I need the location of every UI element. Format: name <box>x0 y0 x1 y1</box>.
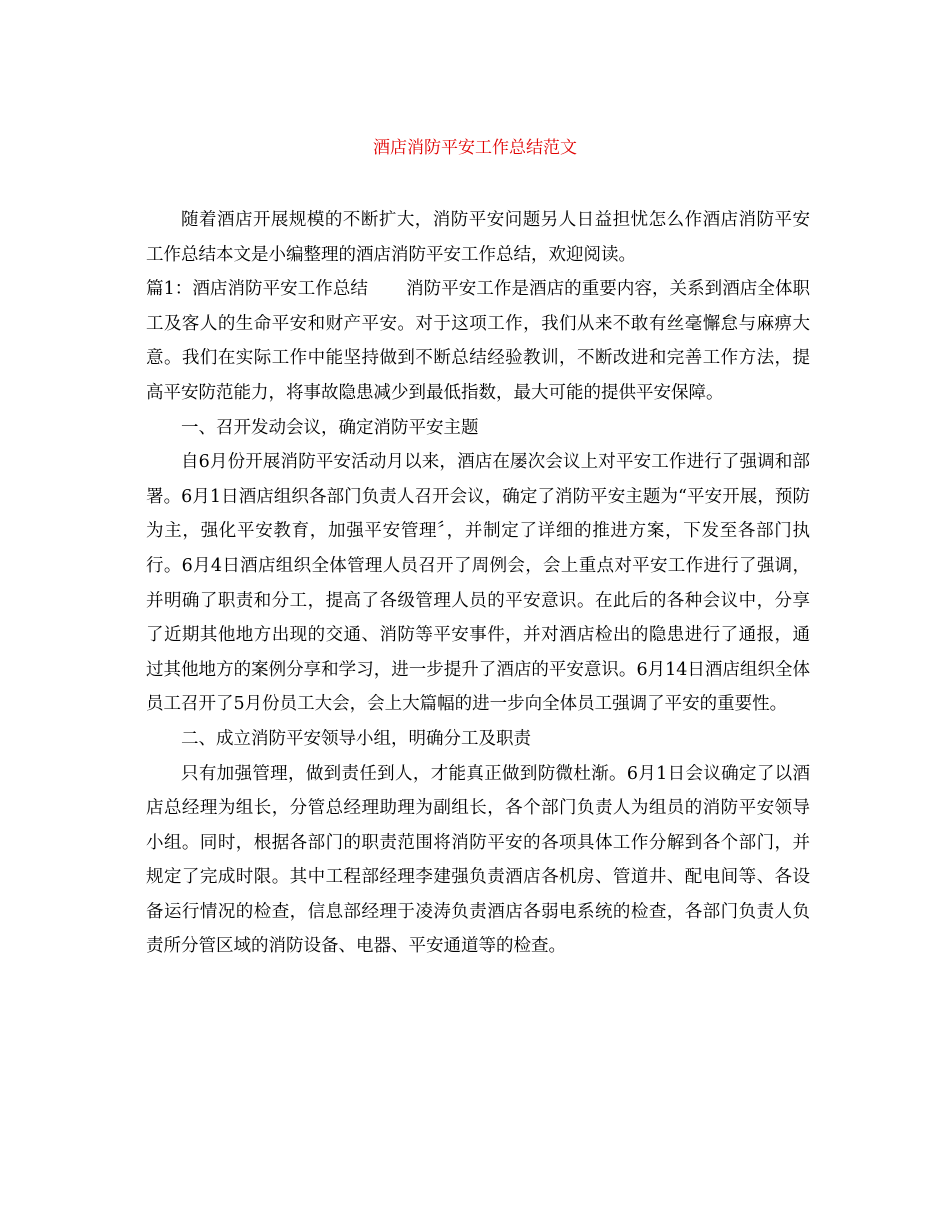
intro-paragraph: 随着酒店开展规模的不断扩大，消防平安问题另人日益担忧怎么作酒店消防平安工作总结本文是小编整理的酒店消防平安工作总结，欢迎阅读。 <box>146 210 810 265</box>
document-title: 酒店消防平安工作总结范文 <box>373 138 577 158</box>
document-body <box>146 203 810 964</box>
part1-text: 消防平安工作是酒店的重要内容，关系到酒店全体职工及客人的生命平安和财产平安。对于这项工作，我们从来不敢有丝毫懈怠与麻痹大意。我们在实际工作中能坚持做到不断总结经验教训，不断改进和完善工作方法，提高平安防范能力，将事故隐患减少到最低指数，最大可能的提供平安保障。 <box>146 279 811 403</box>
part1-label: 篇1：酒店消防平安工作总结 <box>146 279 368 300</box>
section-heading-2: 二、成立消防平安领导小组，明确分工及职责 <box>181 728 531 749</box>
section-paragraph-1: 自6月份开展消防平安活动月以来，酒店在屡次会议上对平安工作进行了强调和部署。6月1日酒店组织各部门负责人召开会议，确定了消防平安主题为“平安开展，预防为主，强化平安教育，加强平安管理〞，并制定了详细的推进方案，下发至各部门执行。6月4日酒店组织全体管理人员召开了周例会，会上重点对平安工作进行了强调，并明确了职责和分工，提高了各级管理人员的平安意识。在此后的各种会议中，分享了近期其他地方出现的交通、消防等平安事件，并对酒店检出的隐患进行了通报，通过其他地方的案例分享和学习，进一步提升了酒店的平安意识。6月14日酒店组织全体员工召开了5月份员工大会，会上大篇幅的进一步向全体员工强调了平安的重要性。 <box>146 452 810 715</box>
part1-paragraph <box>146 272 810 410</box>
section-heading-1: 一、召开发动会议，确定消防平安主题 <box>181 417 479 438</box>
section-paragraph-2: 只有加强管理，做到责任到人，才能真正做到防微杜渐。6月1日会议确定了以酒店总经理为组长，分管总经理助理为副组长，各个部门负责人为组员的消防平安领导小组。同时，根据各部门的职责范围将消防平安的各项具体工作分解到各个部门，并规定了完成时限。其中工程部经理李建强负责酒店各机房、管道井、配电间等、各设备运行情况的检查，信息部经理于凌涛负责酒店各弱电系统的检查，各部门负责人负责所分管区域的消防设备、电器、平安通道等的检查。 <box>146 763 810 957</box>
